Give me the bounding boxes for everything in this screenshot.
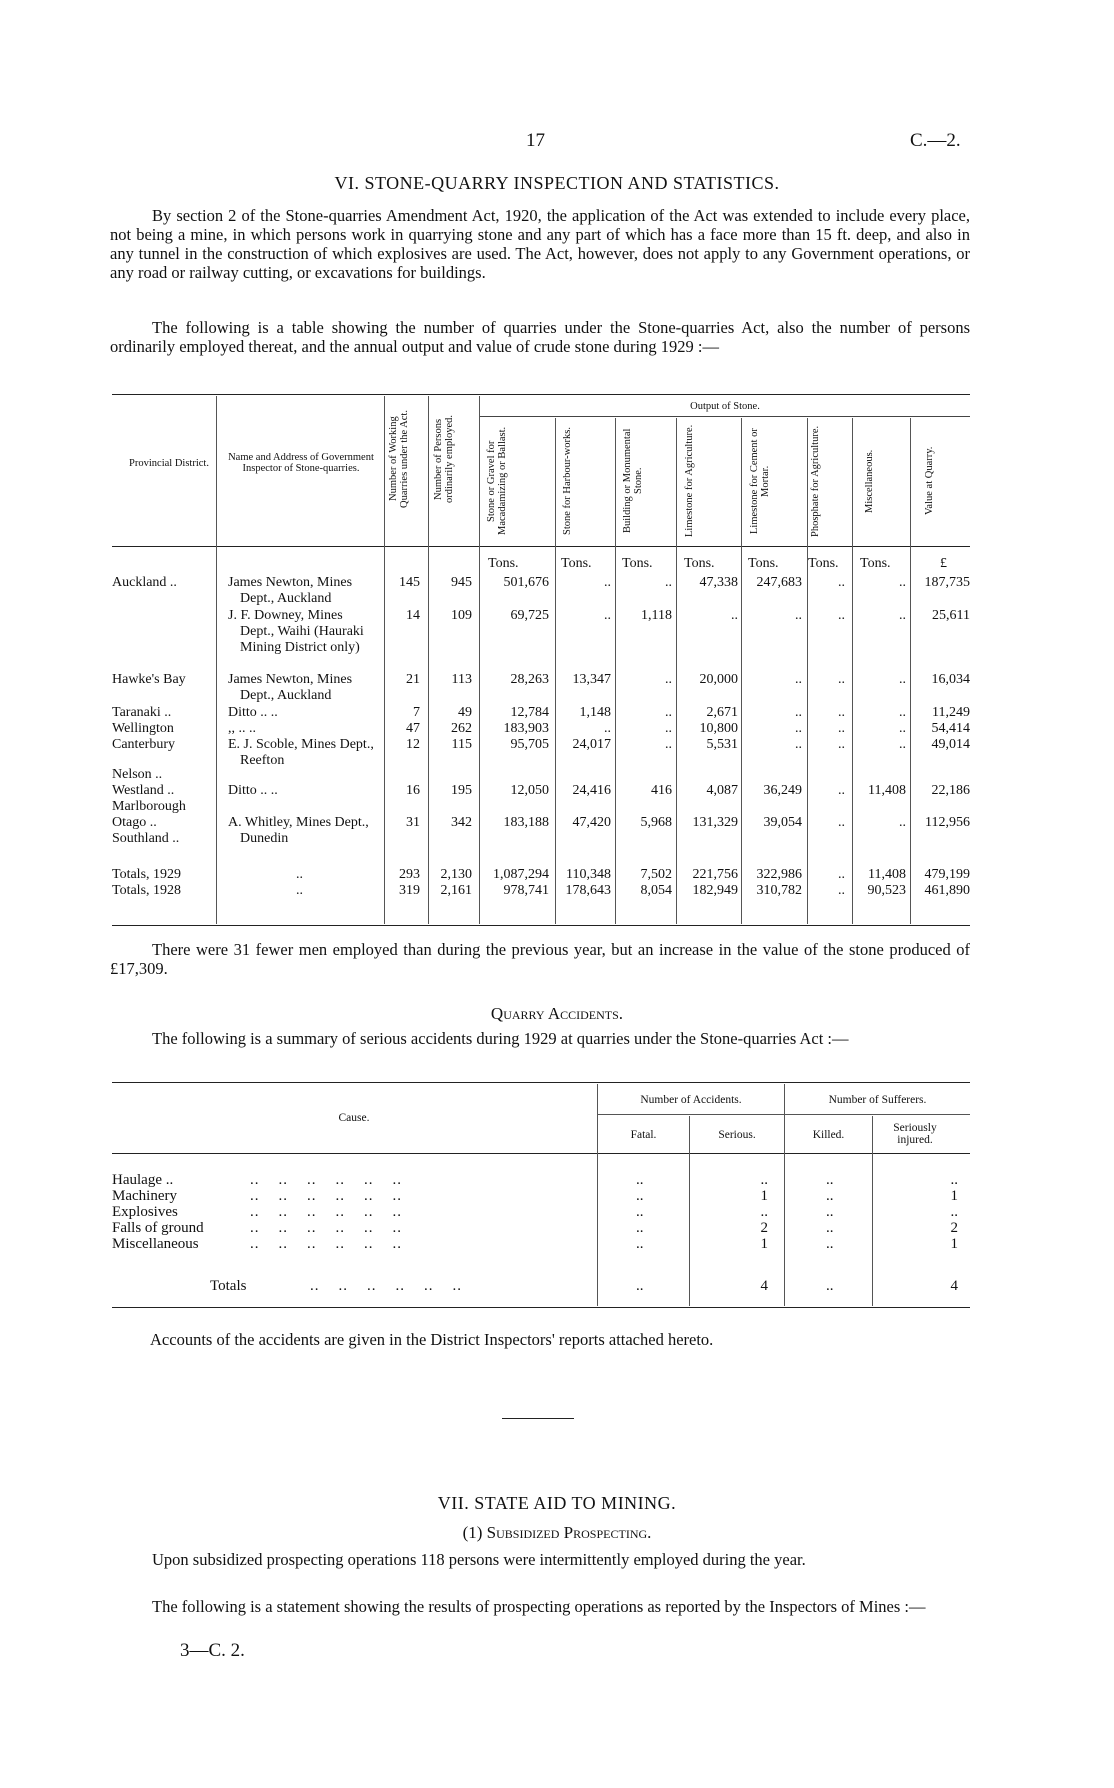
- row-district: Auckland ..: [112, 575, 177, 590]
- header-inspector: Name and Address of Government Inspector of Stone-quarries.: [228, 452, 374, 474]
- acc-row-cause: Miscellaneous: [112, 1236, 199, 1252]
- col-line: [615, 418, 616, 924]
- row-misc: ..: [899, 705, 906, 720]
- row-lime-cement: 36,249: [763, 783, 802, 798]
- table-header-rule: [112, 546, 970, 547]
- row-persons: 342: [451, 815, 472, 830]
- acc-row-injured: 1: [950, 1188, 958, 1204]
- row-harbour: ..: [604, 575, 611, 590]
- row-persons: 113: [451, 672, 472, 687]
- totals-misc: 11,408: [868, 867, 906, 882]
- section7-title: VII. STATE AID TO MINING.: [437, 1493, 677, 1513]
- row-misc: ..: [899, 721, 906, 736]
- row-district: Canterbury: [112, 737, 175, 752]
- totals-persons: 2,130: [440, 867, 472, 882]
- acc-row-serious: ..: [760, 1172, 768, 1188]
- acc-col-line: [872, 1116, 873, 1306]
- row-harbour: 24,017: [572, 737, 611, 752]
- row-gravel: 69,725: [510, 608, 549, 623]
- acc-col-line: [597, 1084, 598, 1306]
- row-inspector: Ditto .. ..: [228, 705, 278, 720]
- row-lime-cement: ..: [795, 737, 802, 752]
- row-quarries: 47: [406, 721, 420, 736]
- header-phosphate: Phosphate for Agriculture.: [810, 425, 821, 537]
- row-misc: ..: [899, 815, 906, 830]
- acc-header-injured: Seriously injured.: [893, 1122, 937, 1146]
- row-phosphate: ..: [838, 705, 845, 720]
- row-persons: 945: [451, 575, 472, 590]
- row-inspector: James Newton, Mines Dept., Auckland: [228, 672, 353, 703]
- row-lime-cement: 39,054: [763, 815, 802, 830]
- row-lime-agri: ..: [731, 608, 738, 623]
- accidents-footer: Accounts of the accidents are given in the District Inspectors' reports attached hereto.: [150, 1330, 714, 1349]
- acc-total-injured: 4: [950, 1278, 958, 1294]
- row-lime-agri: 5,531: [706, 737, 738, 752]
- row-harbour: ..: [604, 721, 611, 736]
- row-phosphate: ..: [838, 737, 845, 752]
- row-quarries: 21: [406, 672, 420, 687]
- unit-value: £: [940, 556, 947, 571]
- acc-col-line: [784, 1084, 785, 1306]
- row-harbour: 13,347: [572, 672, 611, 687]
- header-lime-agri-cell: [684, 422, 738, 540]
- accidents-heading: Quarry Accidents.: [490, 1004, 624, 1023]
- row-district: Otago .. Southland ..: [112, 815, 180, 846]
- section-title: VI. STONE-QUARRY INSPECTION AND STATISTICS.: [334, 173, 780, 193]
- row-harbour: ..: [604, 608, 611, 623]
- acc-row-killed: ..: [826, 1204, 834, 1220]
- header-misc-cell: [864, 422, 900, 540]
- totals-value: 479,199: [924, 867, 970, 882]
- acc-row-fatal: ..: [636, 1204, 644, 1220]
- row-value: 187,735: [924, 575, 970, 590]
- header-lime-cement-cell: [749, 422, 803, 540]
- totals-gravel: 978,741: [503, 883, 549, 898]
- row-lime-agri: 131,329: [692, 815, 738, 830]
- row-harbour: 24,416: [572, 783, 611, 798]
- row-value: 22,186: [931, 783, 970, 798]
- row-inspector: E. J. Scoble, Mines Dept., Reefton: [228, 737, 374, 768]
- row-district: Hawke's Bay: [112, 672, 186, 687]
- row-inspector: ,, .. ..: [228, 721, 256, 736]
- row-misc: ..: [899, 737, 906, 752]
- header-value-cell: [924, 422, 960, 540]
- row-building: 5,968: [640, 815, 672, 830]
- header-building-cell: [622, 422, 672, 540]
- intro-paragraph: By section 2 of the Stone-quarries Amendment Act, 1920, the application of the Act was extended to include every place, not being a mine, in which persons work in quarrying stone and any part of which has a face more than 15 ft. deep, and also in any tunnel in the construction of which explosives are used. The Act, however, does not apply to any Government operations, or any road or railway cutting, or excavations for buildings.: [110, 206, 970, 282]
- header-district: Provincial District.: [129, 458, 209, 469]
- acc-row-serious: 1: [760, 1188, 768, 1204]
- totals-inspector: ..: [296, 867, 303, 882]
- section7-para1: Upon subsidized prospecting operations 118 persons were intermittently employed during the year.: [152, 1550, 806, 1569]
- acc-row-leader: .. .. .. .. .. ..: [250, 1172, 402, 1188]
- row-phosphate: ..: [838, 783, 845, 798]
- acc-total-leader: .. .. .. .. .. ..: [310, 1278, 462, 1294]
- row-quarries: 14: [406, 608, 420, 623]
- totals-harbour: 178,643: [565, 883, 611, 898]
- header-misc: Miscellaneous.: [864, 449, 875, 513]
- totals-phosphate: ..: [838, 883, 845, 898]
- row-phosphate: ..: [838, 608, 845, 623]
- totals-building: 8,054: [640, 883, 672, 898]
- header-gravel: Stone or Gravel for Macadamizing or Ballast.: [486, 426, 508, 536]
- acc-total-cause: Totals: [210, 1278, 247, 1294]
- section7-para2: The following is a statement showing the results of prospecting operations as reported by the Inspectors of Mines :—: [152, 1597, 926, 1616]
- accidents-intro: The following is a summary of serious accidents during 1929 at quarries under the Stone-quarries Act :—: [152, 1029, 849, 1048]
- totals-value: 461,890: [924, 883, 970, 898]
- col-line: [216, 396, 217, 924]
- row-building: 1,118: [641, 608, 672, 623]
- acc-header-rule: [112, 1153, 970, 1154]
- col-line: [807, 418, 808, 924]
- header-persons-cell: [433, 400, 475, 540]
- totals-quarries: 319: [399, 883, 420, 898]
- acc-header-fatal: Fatal.: [630, 1129, 657, 1141]
- acc-header-killed: Killed.: [812, 1129, 845, 1141]
- acc-row-leader: .. .. .. .. .. ..: [250, 1236, 402, 1252]
- row-persons: 262: [451, 721, 472, 736]
- signature-mark: 3—C. 2.: [180, 1640, 245, 1661]
- row-gravel: 183,903: [503, 721, 549, 736]
- acc-row-serious: 1: [760, 1236, 768, 1252]
- row-value: 49,014: [931, 737, 970, 752]
- acc-header-cause: Cause.: [338, 1112, 370, 1124]
- row-building: ..: [665, 737, 672, 752]
- acc-total-serious: 4: [760, 1278, 768, 1294]
- acc-row-killed: ..: [826, 1172, 834, 1188]
- table-intro-paragraph: The following is a table showing the number of quarries under the Stone-quarries Act, also the number of persons ordinarily employed thereat, and the annual output and value of crude stone during 1929 :—: [110, 318, 970, 356]
- acc-total-fatal: ..: [636, 1278, 644, 1294]
- row-phosphate: ..: [838, 815, 845, 830]
- acc-row-injured: ..: [950, 1204, 958, 1220]
- acc-row-injured: 1: [950, 1236, 958, 1252]
- acc-bottom-rule: [112, 1307, 970, 1308]
- header-quarries: Number of Working Quarries under the Act.: [388, 410, 410, 508]
- unit-gravel: Tons.: [488, 556, 519, 571]
- row-lime-cement: ..: [795, 721, 802, 736]
- section7-subtitle: (1) Subsidized Prospecting.: [462, 1523, 652, 1542]
- acc-total-killed: ..: [826, 1278, 834, 1294]
- header-harbour: Stone for Harbour-works.: [562, 427, 573, 535]
- comparison-paragraph: There were 31 fewer men employed than during the previous year, but an increase in the value of the stone produced of £17,309.: [110, 940, 970, 978]
- unit-building: Tons.: [622, 556, 653, 571]
- row-misc: ..: [899, 575, 906, 590]
- row-inspector: A. Whitley, Mines Dept., Dunedin: [228, 815, 369, 846]
- document-reference: C.—2.: [910, 130, 961, 151]
- totals-lime-cement: 310,782: [756, 883, 802, 898]
- totals-lime-agri: 182,949: [692, 883, 738, 898]
- row-persons: 195: [451, 783, 472, 798]
- row-lime-agri: 47,338: [699, 575, 738, 590]
- acc-header-serious: Serious.: [718, 1129, 756, 1141]
- acc-header-sufferers: Number of Sufferers.: [828, 1094, 927, 1106]
- header-building: Building or Monumental Stone.: [622, 428, 644, 534]
- totals-label: Totals, 1929: [112, 867, 182, 882]
- row-lime-agri: 4,087: [706, 783, 738, 798]
- unit-lime-agri: Tons.: [684, 556, 715, 571]
- row-lime-agri: 2,671: [706, 705, 738, 720]
- totals-phosphate: ..: [838, 867, 845, 882]
- col-line: [555, 418, 556, 924]
- totals-inspector: ..: [296, 883, 303, 898]
- row-gravel: 12,050: [510, 783, 549, 798]
- row-district: Nelson .. Westland .. Marlborough: [112, 767, 186, 814]
- row-phosphate: ..: [838, 575, 845, 590]
- table-top-rule: [112, 394, 970, 395]
- row-harbour: 47,420: [572, 815, 611, 830]
- row-value: 112,956: [925, 815, 970, 830]
- acc-row-leader: .. .. .. .. .. ..: [250, 1204, 402, 1220]
- row-lime-cement: ..: [795, 672, 802, 687]
- acc-row-cause: Haulage ..: [112, 1172, 174, 1188]
- totals-label: Totals, 1928: [112, 883, 182, 898]
- row-building: ..: [665, 721, 672, 736]
- acc-row-fatal: ..: [636, 1172, 644, 1188]
- header-value: Value at Quarry.: [924, 446, 935, 516]
- row-harbour: 1,148: [579, 705, 611, 720]
- output-group-rule: [480, 416, 970, 417]
- row-value: 16,034: [931, 672, 970, 687]
- totals-harbour: 110,348: [566, 867, 611, 882]
- row-inspector: J. F. Downey, Mines Dept., Waihi (Hauraki Mining District only): [228, 608, 364, 655]
- row-building: ..: [665, 575, 672, 590]
- row-gravel: 183,188: [503, 815, 549, 830]
- header-output-group: Output of Stone.: [690, 401, 760, 412]
- row-gravel: 12,784: [510, 705, 549, 720]
- acc-row-killed: ..: [826, 1236, 834, 1252]
- acc-row-serious: 2: [760, 1220, 768, 1236]
- row-lime-agri: 20,000: [699, 672, 738, 687]
- row-district: Wellington: [112, 721, 174, 736]
- header-quarries-cell: [388, 400, 426, 540]
- totals-gravel: 1,087,294: [493, 867, 549, 882]
- acc-row-injured: 2: [950, 1220, 958, 1236]
- unit-phosphate: Tons.: [808, 556, 839, 571]
- row-lime-agri: 10,800: [699, 721, 738, 736]
- table-bottom-rule: [112, 925, 970, 926]
- header-phosphate-cell: [810, 422, 850, 540]
- acc-row-cause: Falls of ground: [112, 1220, 204, 1236]
- row-inspector: Ditto .. ..: [228, 783, 278, 798]
- col-line: [384, 396, 385, 924]
- totals-building: 7,502: [640, 867, 672, 882]
- unit-lime-cement: Tons.: [748, 556, 779, 571]
- acc-row-killed: ..: [826, 1188, 834, 1204]
- row-lime-cement: 247,683: [756, 575, 802, 590]
- col-line: [741, 418, 742, 924]
- acc-row-fatal: ..: [636, 1188, 644, 1204]
- acc-row-serious: ..: [760, 1204, 768, 1220]
- row-persons: 115: [451, 737, 472, 752]
- row-district: Taranaki ..: [112, 705, 172, 720]
- acc-row-leader: .. .. .. .. .. ..: [250, 1220, 402, 1236]
- acc-row-leader: .. .. .. .. .. ..: [250, 1188, 402, 1204]
- row-misc: ..: [899, 608, 906, 623]
- row-phosphate: ..: [838, 721, 845, 736]
- row-quarries: 145: [399, 575, 420, 590]
- row-gravel: 95,705: [510, 737, 549, 752]
- acc-row-cause: Explosives: [112, 1204, 178, 1220]
- header-lime-cement: Limestone for Cement or Mortar.: [749, 428, 771, 534]
- row-value: 11,249: [932, 705, 970, 720]
- row-phosphate: ..: [838, 672, 845, 687]
- unit-misc: Tons.: [860, 556, 891, 571]
- acc-row-cause: Machinery: [112, 1188, 177, 1204]
- row-gravel: 501,676: [503, 575, 549, 590]
- row-persons: 49: [458, 705, 472, 720]
- row-building: ..: [665, 705, 672, 720]
- col-line: [428, 396, 429, 924]
- row-quarries: 16: [406, 783, 420, 798]
- row-lime-cement: ..: [795, 705, 802, 720]
- row-building: ..: [665, 672, 672, 687]
- header-harbour-cell: [562, 422, 612, 540]
- row-misc: 11,408: [868, 783, 906, 798]
- row-quarries: 12: [406, 737, 420, 752]
- acc-top-rule: [112, 1082, 970, 1083]
- row-value: 54,414: [931, 721, 970, 736]
- row-quarries: 7: [413, 705, 420, 720]
- totals-lime-agri: 221,756: [692, 867, 738, 882]
- header-gravel-cell: [486, 422, 552, 540]
- section-divider: [502, 1418, 574, 1419]
- row-building: 416: [651, 783, 672, 798]
- row-inspector: James Newton, Mines Dept., Auckland: [228, 575, 353, 606]
- col-line: [479, 396, 480, 924]
- row-gravel: 28,263: [510, 672, 549, 687]
- totals-persons: 2,161: [440, 883, 472, 898]
- col-line: [910, 418, 911, 924]
- acc-row-injured: ..: [950, 1172, 958, 1188]
- acc-row-killed: ..: [826, 1220, 834, 1236]
- totals-quarries: 293: [399, 867, 420, 882]
- acc-row-fatal: ..: [636, 1220, 644, 1236]
- row-lime-cement: ..: [795, 608, 802, 623]
- row-value: 25,611: [932, 608, 970, 623]
- acc-row-fatal: ..: [636, 1236, 644, 1252]
- totals-misc: 90,523: [867, 883, 906, 898]
- acc-col-line: [689, 1116, 690, 1306]
- row-misc: ..: [899, 672, 906, 687]
- row-quarries: 31: [406, 815, 420, 830]
- page-number: 17: [526, 130, 545, 151]
- unit-harbour: Tons.: [561, 556, 592, 571]
- header-persons: Number of Persons ordinarily employed.: [433, 414, 455, 504]
- acc-header-accidents: Number of Accidents.: [640, 1094, 742, 1106]
- header-lime-agri: Limestone for Agriculture.: [684, 424, 695, 538]
- col-line: [676, 418, 677, 924]
- totals-lime-cement: 322,986: [756, 867, 802, 882]
- row-persons: 109: [451, 608, 472, 623]
- col-line: [852, 418, 853, 924]
